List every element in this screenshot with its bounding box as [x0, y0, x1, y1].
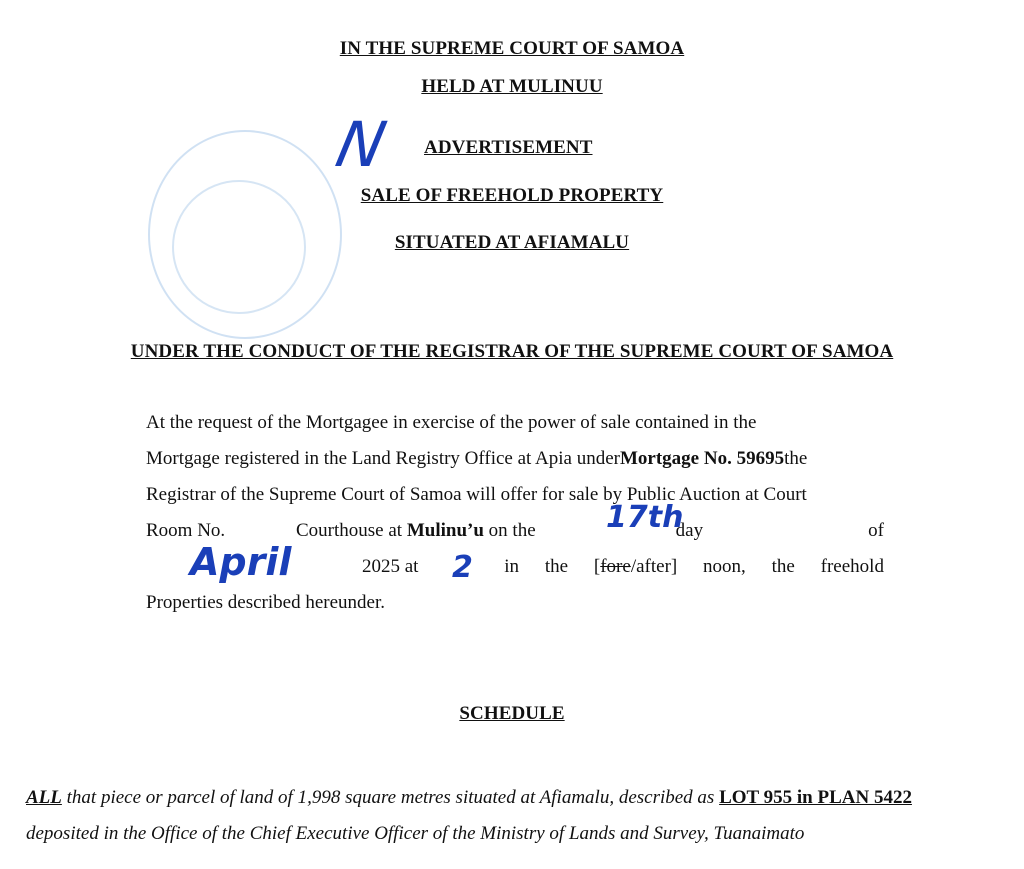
year-text: 2025 at: [362, 556, 419, 577]
handwritten-initials: N: [330, 108, 393, 181]
advertisement-heading: ADVERTISEMENT: [424, 137, 593, 158]
paragraph-line-3: [146, 477, 884, 513]
of-label: of: [868, 520, 884, 541]
schedule-description: [26, 780, 1016, 852]
handwritten-day: 17th: [606, 500, 684, 535]
courthouse-text: Courthouse at Mulinu’u on the: [296, 520, 536, 541]
auction-notice-paragraph: [146, 405, 884, 621]
noon-text: noon,: [703, 556, 746, 577]
schedule-line-2: [26, 816, 1016, 852]
sale-title-heading: SALE OF FREEHOLD PROPERTY: [360, 185, 664, 206]
line1-text: At the request of the Mortgagee in exercise of the power of sale contained in the: [146, 412, 757, 433]
paragraph-line-6: [146, 585, 884, 621]
day-label: day: [675, 520, 704, 541]
held-at-heading: HELD AT MULINUU: [421, 76, 603, 97]
situated-heading: SITUATED AT AFIAMALU: [394, 232, 630, 253]
line3-text: Registrar of the Supreme Court of Samoa will offer for sale by Public Auction at Court: [146, 484, 807, 505]
all-label: ALL: [26, 787, 62, 808]
line2-text-a: Mortgage registered in the Land Registry Office at Apia under: [146, 448, 620, 469]
schedule-text-2: deposited in the Office of the Chief Executive Officer of the Ministry of Lands and Survey, Tuanaimato: [26, 823, 805, 844]
mortgage-number: Mortgage No. 59695: [619, 448, 785, 469]
conduct-heading: UNDER THE CONDUCT OF THE REGISTRAR OF THE SUPREME COURT OF SAMOA: [130, 341, 894, 362]
the-text-2: the: [771, 556, 795, 577]
freehold-text: freehold: [820, 556, 884, 577]
paragraph-line-1: [146, 405, 884, 441]
line2-text-c: the: [784, 448, 808, 469]
room-no-label: Room No.: [146, 520, 226, 541]
lot-plan-label: LOT 955 in PLAN 5422: [719, 787, 912, 808]
the-text: the: [544, 556, 569, 577]
schedule-line-1: [26, 780, 1016, 816]
handwritten-hour: 2: [452, 550, 473, 585]
paragraph-line-2: [146, 441, 884, 477]
handwritten-month: April: [190, 540, 292, 584]
schedule-text-1: that piece or parcel of land of 1,998 square metres situated at Afiamalu, described as: [61, 787, 720, 808]
fore-after-text: [fore/after]: [593, 556, 678, 577]
schedule-heading: SCHEDULE: [459, 703, 565, 724]
line6-text: Properties described hereunder.: [146, 592, 385, 613]
in-text: in: [504, 556, 520, 577]
court-heading: IN THE SUPREME COURT OF SAMOA: [339, 38, 685, 59]
